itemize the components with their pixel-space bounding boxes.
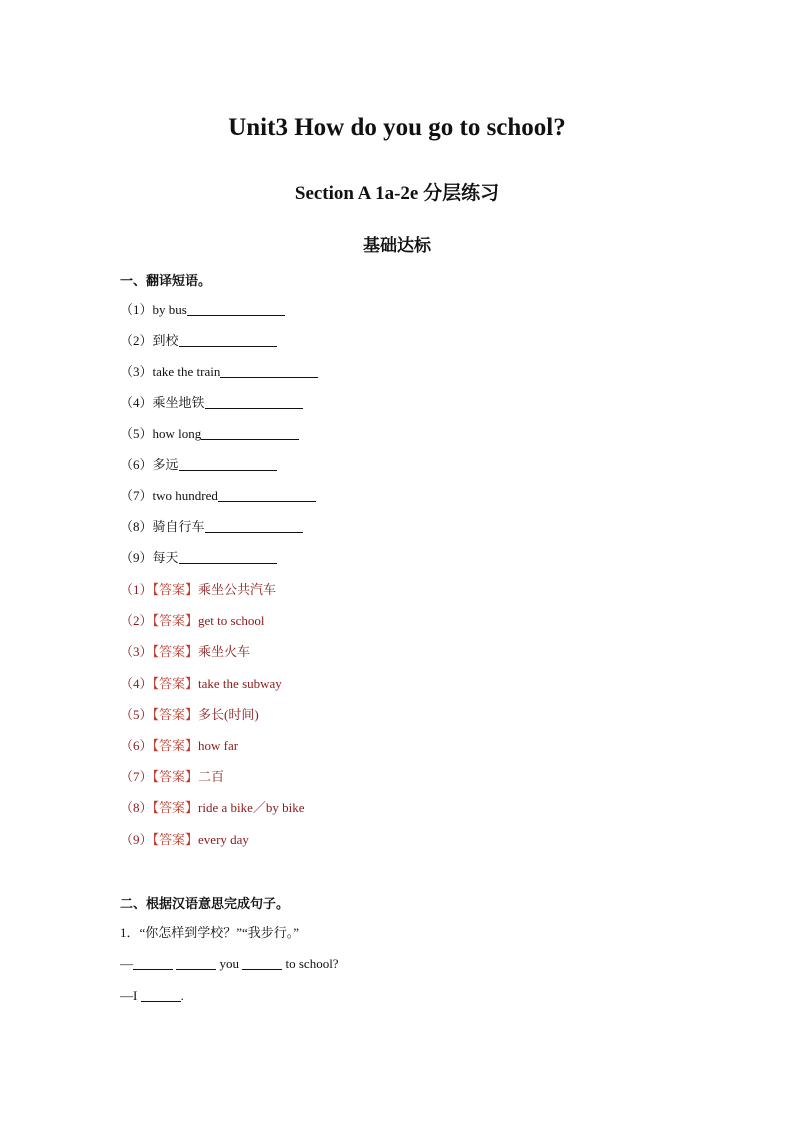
answer-number: （7） <box>120 769 153 784</box>
answer-8 <box>120 798 305 818</box>
answer-blank <box>141 987 181 1002</box>
answer-tag: 【答案】 <box>152 800 199 815</box>
answer-number: （5） <box>120 707 153 722</box>
sentence-end: to school? <box>282 956 339 971</box>
answer-blank <box>179 456 277 471</box>
answer-9 <box>120 830 249 850</box>
answer-7 <box>120 767 224 787</box>
answer-number: （3） <box>120 644 153 659</box>
part1-heading: 一、翻译短语。 <box>120 274 212 289</box>
answer-6 <box>120 736 238 756</box>
answer-blank <box>176 955 216 970</box>
answer-blank <box>201 425 299 440</box>
answer-text: every day <box>198 832 249 847</box>
question-number: （4） <box>120 395 153 410</box>
question-number: （9） <box>120 550 153 565</box>
section-subtitle: Section A 1a-2e 分层练习 <box>294 183 500 204</box>
answer-tag: 【答案】 <box>152 613 199 628</box>
part2-question-1: 1．“你怎样到学校？”“我步行。” <box>120 925 300 940</box>
dash: — <box>120 956 133 971</box>
question-text: 每天 <box>152 550 179 565</box>
question-9 <box>120 548 277 568</box>
answer-number: （8） <box>120 800 153 815</box>
answer-tag: 【答案】 <box>152 832 199 847</box>
page-title: Unit3 How do you go to school? <box>228 114 566 141</box>
question-text: 到校 <box>152 333 179 348</box>
part2-question-1-line-1 <box>120 954 339 974</box>
answer-3 <box>120 642 250 662</box>
answer-text: ride a bike／by bike <box>198 800 305 815</box>
question-text: how long <box>152 426 202 441</box>
answer-number: （6） <box>120 738 153 753</box>
question-text: 骑自行车 <box>152 519 205 534</box>
answer-tag: 【答案】 <box>152 644 199 659</box>
question-number: （5） <box>120 426 153 441</box>
question-text: two hundred <box>152 488 218 503</box>
question-number: （7） <box>120 488 153 503</box>
answer-tag: 【答案】 <box>152 676 199 691</box>
question-number: （8） <box>120 519 153 534</box>
answer-number: （4） <box>120 676 153 691</box>
question-5 <box>120 424 299 444</box>
question-text: take the train <box>152 364 221 379</box>
answer-number: （2） <box>120 613 153 628</box>
answer-tag: 【答案】 <box>152 707 199 722</box>
question-text: by bus <box>152 302 187 317</box>
question-4 <box>120 393 303 413</box>
answer-number: （9） <box>120 832 153 847</box>
question-number: （6） <box>120 457 153 472</box>
answer-text: how far <box>198 738 239 753</box>
question-number: （3） <box>120 364 153 379</box>
answer-blank <box>220 363 318 378</box>
question-number: （2） <box>120 333 153 348</box>
answer-blank <box>242 955 282 970</box>
answer-tag: 【答案】 <box>152 582 199 597</box>
answer-4 <box>120 674 282 694</box>
answer-text: 二百 <box>198 769 225 784</box>
answer-text: 乘坐公共汽车 <box>198 582 277 597</box>
question-8 <box>120 517 303 537</box>
level-heading: 基础达标 <box>363 236 431 255</box>
sentence-start: —I <box>120 988 141 1003</box>
answer-text: take the subway <box>198 676 282 691</box>
answer-blank <box>179 549 277 564</box>
question-number: （1） <box>120 302 153 317</box>
part2-question-1-line-2 <box>120 986 184 1006</box>
answer-text: get to school <box>198 613 265 628</box>
answer-text: 乘坐火车 <box>198 644 251 659</box>
question-text: 多远 <box>152 457 179 472</box>
question-text: 乘坐地铁 <box>152 395 205 410</box>
answer-5 <box>120 705 259 725</box>
sentence-end: . <box>180 988 184 1003</box>
part2-heading: 二、根据汉语意思完成句子。 <box>120 897 290 912</box>
question-6 <box>120 455 277 475</box>
answer-blank <box>205 518 303 533</box>
question-7 <box>120 486 316 506</box>
sentence-word: you <box>216 956 243 971</box>
answer-2 <box>120 611 264 631</box>
answer-blank <box>187 301 285 316</box>
answer-blank <box>205 394 303 409</box>
answer-number: （1） <box>120 582 153 597</box>
answer-blank <box>218 487 316 502</box>
answer-blank <box>179 332 277 347</box>
question-1 <box>120 300 285 320</box>
answer-text: 多长(时间) <box>198 707 259 722</box>
answer-blank <box>133 955 173 970</box>
answer-1 <box>120 580 276 600</box>
answer-tag: 【答案】 <box>152 769 199 784</box>
answer-tag: 【答案】 <box>152 738 199 753</box>
question-2 <box>120 331 277 351</box>
question-3 <box>120 362 318 382</box>
